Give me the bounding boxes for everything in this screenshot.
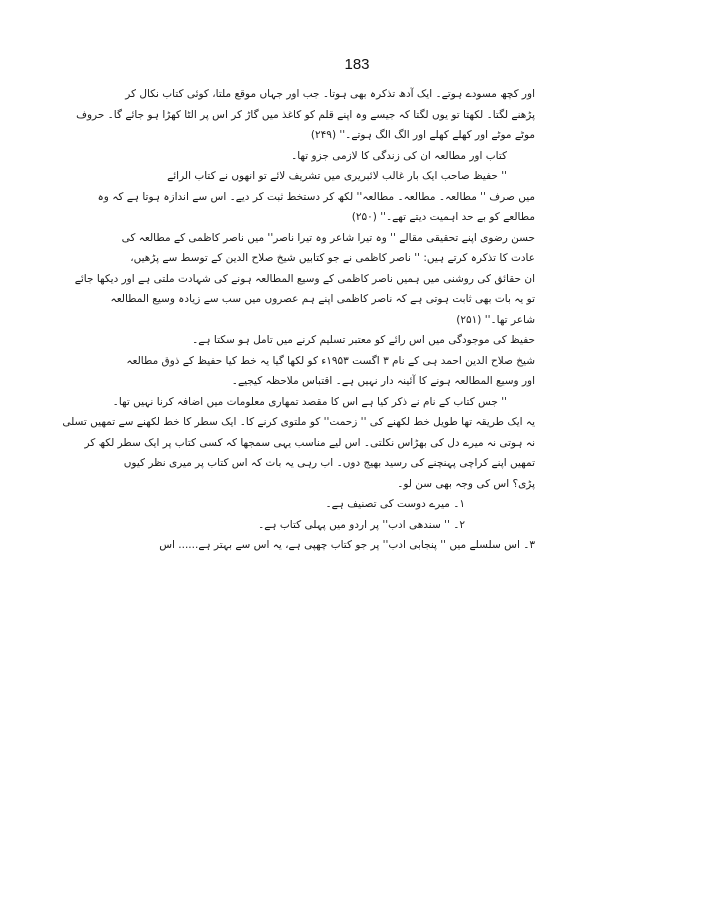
text-line: شیخ صلاح الدین احمد ہی کے نام ۳ اگست ۱۹۵۳ء کو لکھا گیا یہ خط کیا حفیظ کے ذوق مطالعہ: [126, 354, 535, 367]
paragraph: [97, 166, 535, 228]
text-line: میں صرف '' مطالعہ۔ مطالعہ۔ مطالعہ'' لکھ کر دستخط ثبت کر دیے۔ اس سے اندازہ ہوتا ہے کہ وہ: [97, 190, 535, 203]
text-line: تمھیں اپنے کراچی پہنچنے کی رسید بھیج دوں۔ اب رہی یہ بات کہ اس کتاب پر میری نظر کیوں: [123, 457, 535, 469]
paragraph: [76, 84, 535, 146]
text-line: پڑی؟ اس کی وجہ بھی سن لو۔: [397, 477, 535, 490]
text-line: اور وسیع المطالعہ ہونے کا آئینہ دار نہیں ہے۔ اقتباس ملاحظہ کیجیے۔: [231, 375, 535, 387]
text-line: موٹے موٹے اور کھلے کھلے اور الگ الگ ہوتے۔'' (۲۴۹): [310, 129, 535, 141]
text-line: پڑھنے لگتا۔ لکھتا تو یوں لگتا کہ جیسے وہ اپنے قلم کو کاغذ میں گاڑ کر اس پر الٹا کھڑا ہو جائے گا۔ حروف: [76, 108, 535, 121]
paragraph: [62, 392, 535, 495]
text-line: یہ ایک طریقہ تھا طویل خط لکھنے کی '' زحمت'' کو ملتوی کرنے کا۔ ایک سطر کا خط لکھنے سے تمھیں تسلی: [62, 416, 535, 428]
paragraph: [74, 228, 535, 331]
text-line: '' حفیظ صاحب ایک بار غالب لائبریری میں تشریف لائے تو انھوں نے کتاب الرائے: [167, 170, 507, 182]
text-line: شاعر تھا۔'' (۲۵۱): [456, 313, 535, 326]
text-line: نہ ہوتی نہ میرے دل کی بھڑاس نکلتی۔ اس لیے مناسب یہی سمجھا کہ کسی کتاب پر ایک سطر لکھ کر: [84, 436, 535, 449]
paragraph: [185, 146, 535, 167]
text-line: اور کچھ مسودے ہوتے۔ ایک آدھ تذکرہ بھی ہوتا۔ جب اور جہاں موقع ملتا، کوئی کتاب نکال کر: [125, 88, 535, 100]
page-number: 183: [344, 56, 370, 73]
text-line: '' جس کتاب کے نام نے ذکر کیا ہے اس کا مقصد تمھاری معلومات میں اضافہ کرنا نہیں تھا۔: [112, 395, 507, 408]
text-line: ۲۔ '' سندھی ادب'' پر اردو میں پہلی کتاب ہے۔: [258, 518, 465, 531]
text-line: ۱۔ میرے دوست کی تصنیف ہے۔: [325, 498, 465, 510]
text-line: ۳۔ اس سلسلے میں '' پنجابی ادب'' پر جو کتاب چھپی ہے، یہ اس سے بہتر ہے...... اس: [159, 539, 535, 551]
paragraph: [185, 330, 535, 351]
text-line: مطالعے کو بے حد اہمیت دیتے تھے۔'' (۲۵۰): [351, 211, 535, 223]
paragraph: [185, 494, 535, 515]
paragraph: [126, 351, 535, 392]
paragraph: [159, 535, 535, 556]
text-line: حفیظ کی موجودگی میں اس رائے کو معتبر تسلیم کرنے میں تامل ہو سکتا ہے۔: [192, 334, 535, 346]
body-text: [62, 84, 535, 556]
text-line: عادت کا تذکرہ کرتے ہیں: '' ناصر کاظمی نے جو کتابیں شیخ صلاح الدین کے توسط سے پڑھیں،: [130, 252, 535, 264]
text-line: کتاب اور مطالعہ ان کی زندگی کا لازمی جزو تھا۔: [291, 149, 507, 162]
text-line: حسن رضوی اپنے تحقیقی مقالے '' وہ تیرا شاعر وہ تیرا ناصر'' میں ناصر کاظمی کے مطالعہ کی: [121, 231, 535, 244]
text-line: ان حقائق کی روشنی میں ہمیں ناصر کاظمی کے وسیع المطالعہ ہونے کی شہادت ملتی ہے اور دیکھا جائے: [74, 272, 535, 285]
text-line: تو یہ بات بھی ثابت ہوتی ہے کہ ناصر کاظمی اپنے ہم عصروں میں سب سے زیادہ وسیع المطالعہ: [110, 293, 535, 305]
paragraph: [185, 515, 535, 536]
